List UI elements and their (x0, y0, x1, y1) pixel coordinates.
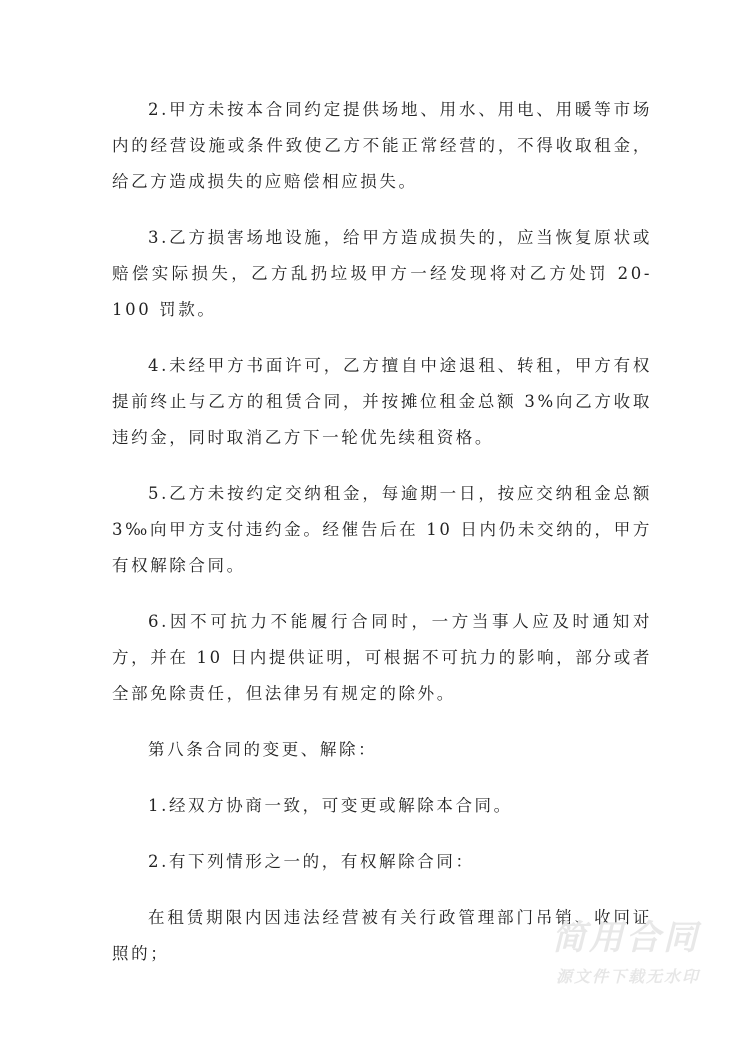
clause-paragraph-4: 4.未经甲方书面许可，乙方擅自中途退租、转租，甲方有权提前终止与乙方的租赁合同，并按摊位租金总额 3%向乙方收取违约金，同时取消乙方下一轮优先续租资格。 (112, 356, 652, 447)
clause-paragraph-3: 3.乙方损害场地设施，给甲方造成损失的，应当恢复原状或赔偿实际损失，乙方乱扔垃圾甲方一经发现将对乙方处罚 20-100 罚款。 (112, 228, 652, 319)
termination-condition-paragraph: 在租赁期限内因违法经营被有关行政管理部门吊销、收回证照的； (112, 908, 652, 963)
clause-paragraph-6: 6.因不可抗力不能履行合同时，一方当事人应及时通知对方，并在 10 日内提供证明，可根据不可抗力的影响，部分或者全部免除责任，但法律另有规定的除外。 (112, 612, 652, 703)
watermark-logo-text: 简用合同 (552, 918, 700, 958)
clause-paragraph-2: 2.甲方未按本合同约定提供场地、用水、用电、用暖等市场内的经营设施或条件致使乙方不能正常经营的，不得收取租金，给乙方造成损失的应赔偿相应损失。 (112, 100, 652, 191)
article-eight-item-1: 1.经双方协商一致，可变更或解除本合同。 (148, 796, 513, 815)
clause-paragraph-5: 5.乙方未按约定交纳租金，每逾期一日，按应交纳租金总额 3‰向甲方支付违约金。经催告后在 10 日内仍未交纳的，甲方有权解除合同。 (112, 484, 652, 575)
watermark-subtext: 源文件下载无水印 (555, 967, 700, 986)
document-body (112, 92, 652, 992)
article-eight-heading: 第八条合同的变更、解除： (148, 740, 378, 759)
article-eight-item-2: 2.有下列情形之一的，有权解除合同： (148, 852, 475, 871)
watermark (510, 918, 700, 990)
